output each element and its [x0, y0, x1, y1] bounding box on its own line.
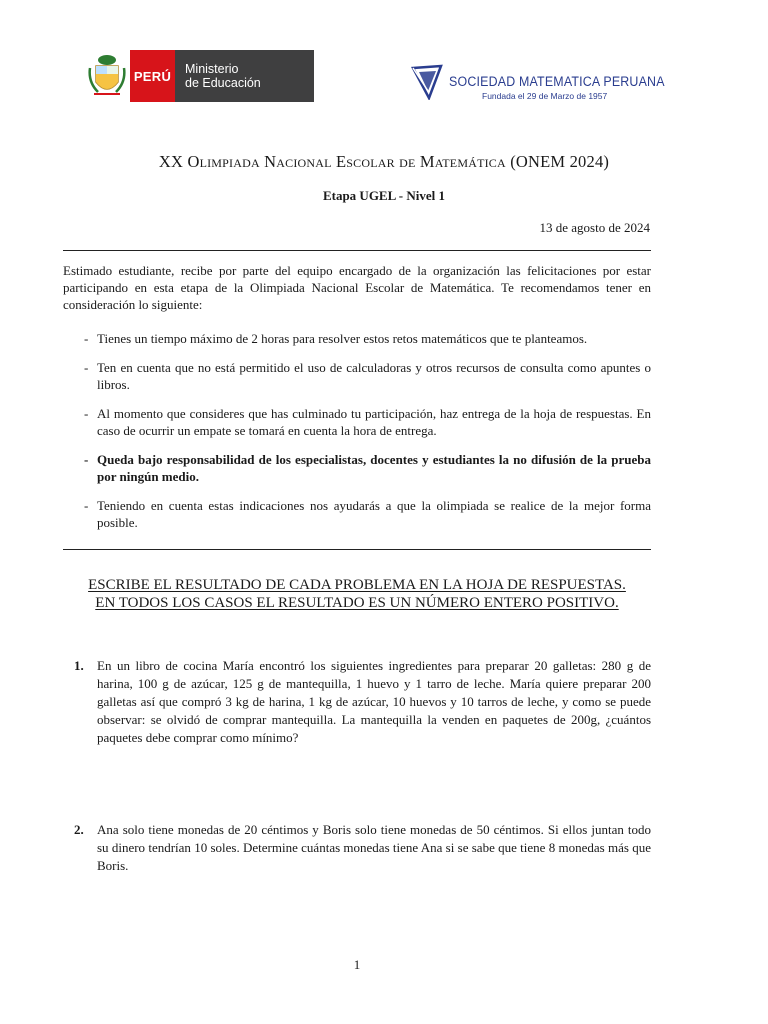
instruction-bullet: -	[84, 331, 89, 346]
instruction-item	[63, 359, 651, 393]
society-founded: Fundada el 29 de Marzo de 1957	[482, 91, 608, 101]
instruction-text: Ten en cuenta que no está permitido el uso de calculadoras y otros recursos de consulta como apuntes o libros.	[97, 360, 651, 392]
instruction-text: Teniendo en cuenta estas indicaciones nos ayudarás a que la olimpiada se realice de la mejor forma posible.	[97, 498, 651, 530]
problem-1	[74, 657, 651, 747]
instruction-bullet: -	[84, 452, 89, 467]
ministry-name	[175, 50, 314, 102]
problem-text: En un libro de cocina María encontró los siguientes ingredientes para preparar 20 galletas: 280 g de harina, 100 g de azúcar, 125 g de mantequilla, 1 huevo y 1 tarro de leche. María quiere preparar 200 galletas así que compró 3 kg de harina, 1 kg de azúcar, 10 huevos y 10 tarros de leche, y como se puede observar: se olvidó de comprar mantequilla. La mantequilla la venden en paquetes de 200g, ¿cuántos paquetes debe comprar como mínimo?	[97, 658, 651, 745]
smp-logo-mark-icon	[411, 64, 443, 100]
top-divider	[63, 250, 651, 251]
problem-number: 2.	[74, 822, 84, 837]
problem-text: Ana solo tiene monedas de 20 céntimos y Boris solo tiene monedas de 50 céntimos. Si ellos juntan todo su dinero tendrían 10 soles. Determine cuántas monedas tiene Ana si se sabe que tiene 8 monedas más que Boris.	[97, 822, 651, 873]
ministry-logo	[88, 50, 314, 102]
instruction-bullet: -	[84, 498, 89, 513]
instruction-text: Queda bajo responsabilidad de los especialistas, docentes y estudiantes la no difusión de la prueba por ningún medio.	[97, 452, 651, 484]
document-subtitle: Etapa UGEL - Nivel 1	[322, 188, 446, 203]
society-logo	[411, 64, 665, 104]
notice-line-2: EN TODOS LOS CASOS EL RESULTADO ES UN NÚMERO ENTERO POSITIVO.	[95, 595, 619, 611]
header	[88, 50, 665, 104]
instruction-bullet: -	[84, 360, 89, 375]
instruction-item	[63, 405, 651, 439]
instruction-bullet: -	[84, 406, 89, 421]
society-name: SOCIEDAD MATEMATICA PERUANA	[449, 74, 665, 89]
page-number: 1	[353, 957, 361, 972]
peru-label: PERÚ	[130, 50, 175, 102]
instruction-item	[63, 497, 651, 531]
instruction-text: Al momento que consideres que has culminado tu participación, haz entrega de la hoja de respuestas. En caso de ocurrir un empate se tomará en cuenta la hora de entrega.	[97, 406, 651, 438]
ministry-line-2: de Educación	[185, 76, 261, 90]
answer-notice	[0, 576, 714, 612]
problem-number: 1.	[74, 658, 84, 673]
instruction-item	[63, 330, 651, 347]
notice-line-1: ESCRIBE EL RESULTADO DE CADA PROBLEMA EN LA HOJA DE RESPUESTAS.	[88, 577, 626, 593]
peru-coat-of-arms-icon	[88, 52, 126, 100]
bottom-divider	[63, 549, 651, 550]
document-date: 13 de agosto de 2024	[539, 220, 650, 235]
intro-paragraph: Estimado estudiante, recibe por parte del equipo encargado de la organización las felicitaciones por estar participando en esta etapa de la Olimpiada Nacional Escolar de Matemática. Te recomendamos tener en consideración lo siguiente:	[63, 263, 651, 312]
instruction-item	[63, 451, 651, 485]
instructions-list	[63, 330, 651, 543]
document-title: XX Olimpiada Nacional Escolar de Matemática (ONEM 2024)	[158, 152, 610, 171]
problem-2	[74, 821, 651, 875]
ministry-line-1: Ministerio	[185, 62, 239, 76]
instruction-text: Tienes un tiempo máximo de 2 horas para resolver estos retos matemáticos que te planteamos.	[97, 331, 588, 346]
